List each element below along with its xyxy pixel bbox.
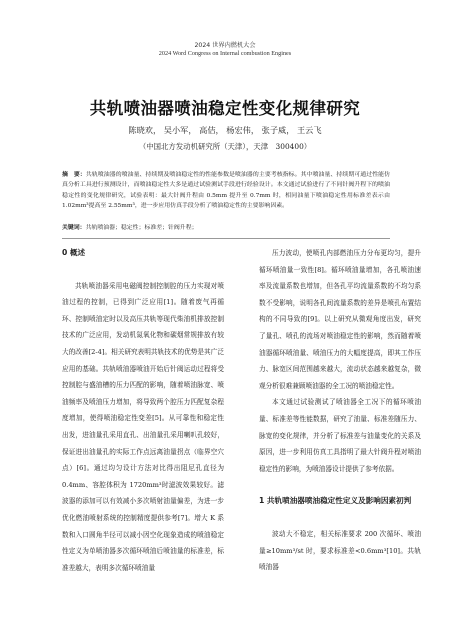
- abstract-divider: [62, 238, 390, 239]
- section-spacer: [62, 262, 224, 278]
- abstract-block: [62, 170, 390, 212]
- paper-authors: 陈晓欢， 吴小军， 高佶， 杨宏伟， 张子威， 王云飞: [128, 125, 322, 135]
- right-column: [259, 245, 421, 576]
- keywords-label: 关键词：: [62, 225, 86, 231]
- section-spacer: [259, 477, 421, 493]
- keywords-block: [62, 223, 390, 233]
- paper-affiliation: （中国北方发动机研究所（天津），天津 300400）: [138, 142, 312, 151]
- paragraph-intro-left: 共轨喷油器采用电磁阀控制控制腔的压力实现对喷油过程的控制，已得到广泛应用[1]。随着废气再循环、控制喷油定时以及高压共轨等现代柴油机排放控制技术的广泛应用，发动机氮氧化物和碳烟常规排放有较大的改善[2-4]。相关研究表明共轨技术的优势是其广泛应用的基础。共轨喷油器喷油开始后针阀运动过程将受控制腔与盛油槽的压力匹配的影响，随着喷油脉宽、喷油频率及喷油压力增加，将导致两个腔压力匹配复杂程度增加，使得喷油稳定性变差[5]。从可靠性和稳定性出发，进油量孔采用直孔、出油量孔采用喇叭孔较好，保证进出油量孔的实际工作点远离油量拐点（临界空穴点）[6]。通过均匀设计方法对比得出阻尼孔直径为 0.4mm、容腔体积为 1720mm³时滤波效果较好。滤波器的添加可以有效减小多次喷射油量偏差，为进一步优化燃油喷射系统的控制精度提供参考[7]。增大 K 系数和入口圆角半径可以减小因空化现象造成的喷油稳定性定义为单喷油器多次循环喷油后喷油量的标准差，标准差越大，表明多次循环喷油量: [62, 281, 224, 572]
- conference-name-en: 2024 Word Congress on Internal combustion Engines: [158, 50, 292, 57]
- paragraph-intro-right: 压力波动，使喷孔内部燃油压力分布更均匀，提升循环喷油量一致性[8]。循环喷油量增加，各孔喷油速率及流量系数也增加，但各孔平均流量系数的不均匀系数不受影响，说明各孔间流量系数的差异是喷孔布置结构的不同导致的[9]。以上研究从微观角度出发，研究了量孔、喷孔的流场对喷油稳定性的影响，然而随着喷油器循环喷油量、喷油压力的大幅度提高，即其工作压力、脉宽区间范围越来越大，流动状态越来越复杂，微观分析很难兼顾喷油器的全工况的喷油稳定性。: [259, 249, 421, 390]
- keywords-text: 共轨喷油器；稳定性；标准差；针阀升程；: [85, 225, 198, 231]
- section-0-heading: 0 概述: [62, 248, 86, 257]
- abstract-label: 摘 要：: [62, 172, 86, 178]
- left-column: [62, 245, 224, 576]
- paragraph-scope: 本文通过试验测试了喷油器全工况下的循环喷油量、标准差等性能数据，研究了油量、标准差随压力、脉宽的变化规律，并分析了标准差与油量变化的关系及原因，进一步利用仿真工具指明了最大针阀升程对喷油稳定性的影响，为喷油器设计提供了参考依据。: [259, 398, 421, 473]
- abstract-text: 共轨喷油器的喷油量、持续期及喷油稳定性的性能参数是喷油器的主要考核指标。其中喷油量、持续期可通过性能仿真分析工具进行预测设计，而喷油稳定性大多是通过试验测试手段进行经验设计。本文通过试验进行了不同针阀升程下的喷油稳定性的变化规律研究，试验表明：最大针阀升程由 0.5mm 提升至 0.7mm 时，相同油量下喷油稳定性用标准差表示由 1.02mm³提高至 2.55mm³，进一步应用仿真手段分析了喷油稳定性的主要影响因素。: [62, 172, 391, 210]
- conference-name-cn: 2024 世界内燃机大会: [194, 42, 256, 49]
- paragraph-definition: 波动大不稳定，相关标准要求 200 次循环、喷油量≥10mm³/st 时，要求标准差<0.6mm³[10]。共轨喷油器: [259, 529, 421, 572]
- paper-title: 共轨喷油器喷油稳定性变化规律研究: [89, 99, 361, 118]
- section-spacer: [259, 510, 421, 526]
- section-1-heading: 1 共轨喷油器喷油稳定性定义及影响因素初判: [259, 496, 412, 506]
